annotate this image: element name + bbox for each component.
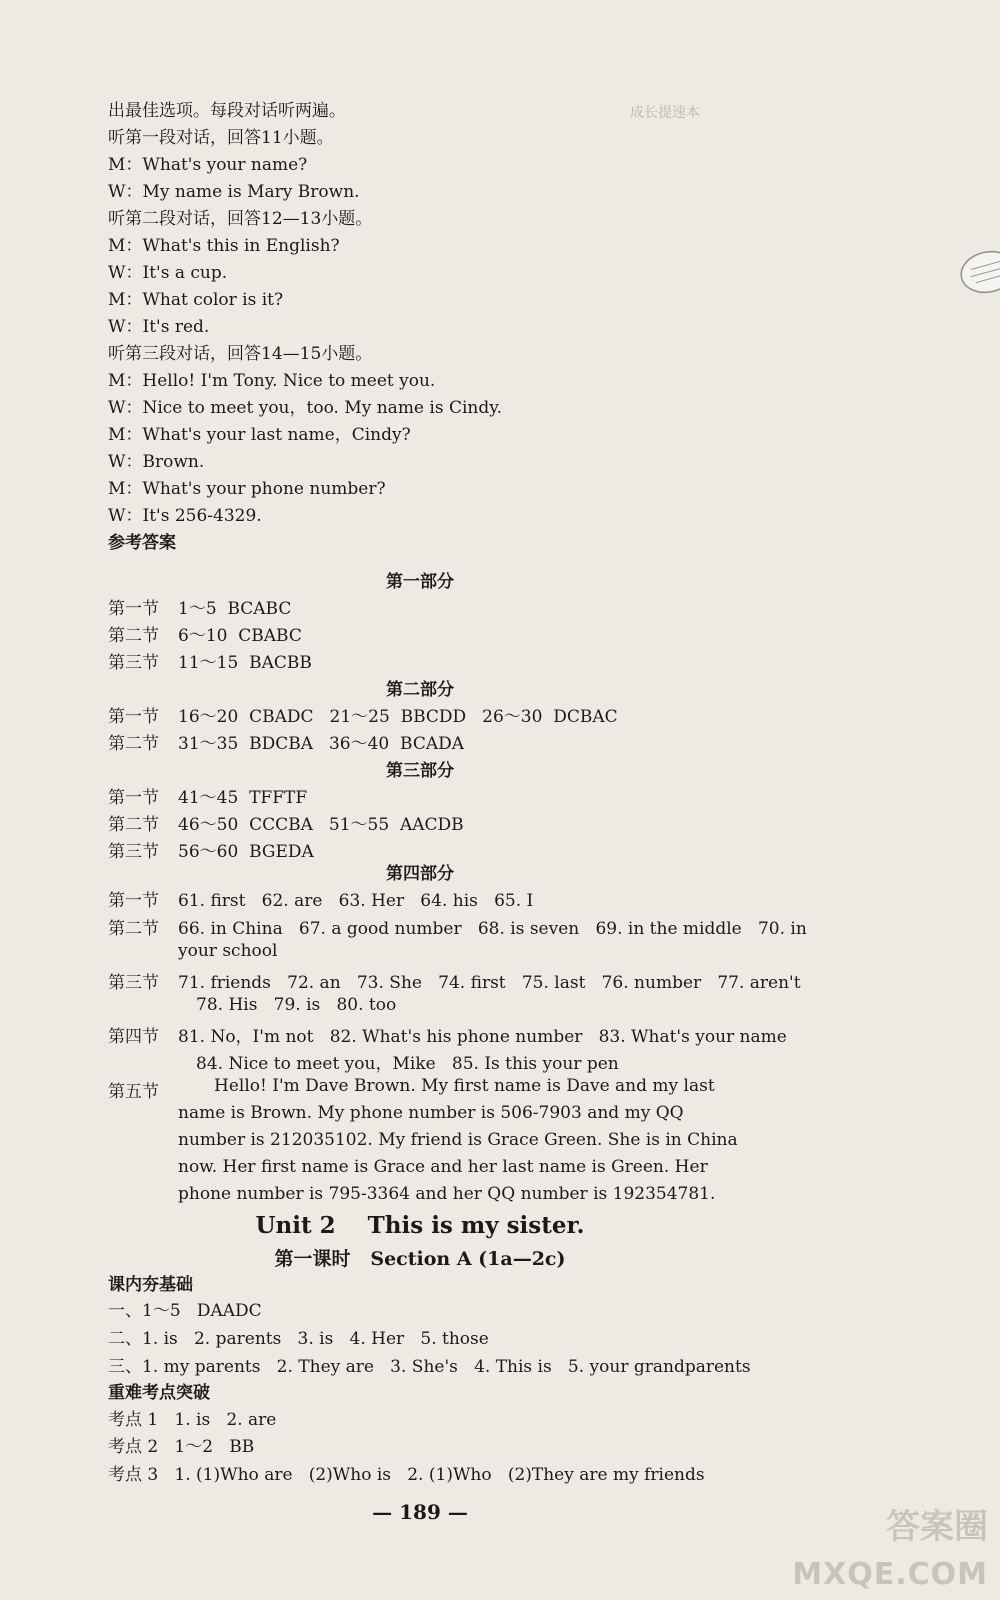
section-label: 第三节 (108, 973, 159, 993)
part4-s5-essay: Hello! I'm Dave Brown. My first name is Dave and my last name is Brown. My phone number is 506-7903 and my QQ number is 212035102. My friend is Grace Green. She is in China now. Her first name is Grace and her last name is Green. Her phone number is 795-3364 and her QQ number is 192354781. (178, 1076, 738, 1204)
part-title: 第二部分 (386, 680, 454, 700)
section-label: 第三节 (108, 653, 159, 673)
answer-group: 21～25 BBCDD (329, 707, 467, 727)
answer-row (108, 783, 323, 808)
part4-title: 第四部分 (386, 864, 454, 884)
dialogue-line: M：What's your name? (108, 155, 308, 175)
part-title: 第一部分 (386, 572, 454, 592)
answer-group: 41～45 TFFTF (178, 788, 308, 808)
dialogue-line: M：What color is it? (108, 290, 284, 310)
answer-row (108, 648, 328, 673)
page-number: — 189 — (372, 1500, 468, 1524)
answer-group: 26～30 DCBAC (482, 707, 618, 727)
part4-s3-row (108, 968, 801, 993)
section-answers: 81. No，I'm not 82. What's his phone number 83. What's your name (178, 1027, 787, 1047)
part4-s1-row (108, 886, 533, 911)
header-right-text: 成长提速本 (630, 105, 700, 121)
basics-line: 一、1～5 DAADC (108, 1301, 262, 1321)
part4-s4-row (108, 1022, 787, 1047)
answers-title: 参考答案 (108, 533, 176, 553)
dialogue-line: W：Brown. (108, 452, 205, 472)
answer-group: 36～40 BCADA (328, 734, 465, 754)
section-label: 第二节 (108, 815, 159, 835)
answer-group: 56～60 BGEDA (178, 842, 314, 862)
dialogue-line: W：It's red. (108, 317, 210, 337)
answer-row (108, 594, 307, 619)
answer-row (108, 729, 480, 754)
keypoint-line: 考点 1 1. is 2. are (108, 1410, 277, 1430)
part4-s4-cont: 84. Nice to meet you，Mike 85. Is this your pen (196, 1054, 619, 1074)
answer-row (108, 810, 480, 835)
answer-group: 16～20 CBADC (178, 707, 314, 727)
dialogue-line: W：It's 256-4329. (108, 506, 262, 526)
dialogue-line: 出最佳选项。每段对话听两遍。 (108, 101, 346, 121)
section-label: 第一节 (108, 599, 159, 619)
basics-line: 二、1. is 2. parents 3. is 4. Her 5. those (108, 1329, 489, 1349)
part-title: 第三部分 (386, 761, 454, 781)
section-title: 第一课时 Section A (1a—2c) (274, 1248, 566, 1270)
answer-group: 51～55 AACDB (328, 815, 464, 835)
part4-s5-label: 第五节 (108, 1082, 159, 1102)
answer-row (108, 702, 634, 727)
section-label: 第二节 (108, 919, 159, 939)
answer-row (108, 621, 318, 646)
part4-s2-cont: your school (178, 941, 278, 961)
dialogue-line: M：What's your last name，Cindy? (108, 425, 411, 445)
section-label: 第二节 (108, 734, 159, 754)
dialogue-line: 听第一段对话，回答11小题。 (108, 128, 334, 148)
unit-title: Unit 2 This is my sister. (255, 1212, 585, 1239)
section-label: 第三节 (108, 842, 159, 862)
dialogue-line: M：Hello! I'm Tony. Nice to meet you. (108, 371, 436, 391)
dialogue-line: 听第三段对话，回答14—15小题。 (108, 344, 373, 364)
answer-group: 6～10 CBABC (178, 626, 302, 646)
section-answers: 71. friends 72. an 73. She 74. first 75. last 76. number 77. aren't (178, 973, 801, 993)
section-label: 第一节 (108, 788, 159, 808)
part4-s2-row (108, 914, 807, 939)
dialogue-line: M：What's your phone number? (108, 479, 386, 499)
dialogue-line: 听第二段对话，回答12—13小题。 (108, 209, 373, 229)
basics-line: 三、1. my parents 2. They are 3. She's 4. This is 5. your grandparents (108, 1357, 751, 1377)
dialogue-line: W：My name is Mary Brown. (108, 182, 360, 202)
stamp-icon (954, 242, 1000, 301)
answer-group: 31～35 BDCBA (178, 734, 313, 754)
dialogue-line: W：Nice to meet you，too. My name is Cindy. (108, 398, 502, 418)
keypoint-line: 考点 3 1. (1)Who are (2)Who is 2. (1)Who (2)They are my friends (108, 1465, 705, 1485)
section-label: 第二节 (108, 626, 159, 646)
answer-group: 46～50 CCCBA (178, 815, 313, 835)
keypoints-title: 重难考点突破 (108, 1383, 210, 1403)
section-answers: 66. in China 67. a good number 68. is seven 69. in the middle 70. in (178, 919, 807, 939)
watermark-url: MXQE.COM (792, 1557, 988, 1592)
answer-group: 11～15 BACBB (178, 653, 312, 673)
keypoint-line: 考点 2 1～2 BB (108, 1437, 255, 1457)
basics-title: 课内夯基础 (108, 1275, 193, 1295)
section-label: 第四节 (108, 1027, 159, 1047)
dialogue-line: W：It's a cup. (108, 263, 228, 283)
section-label: 第一节 (108, 891, 159, 911)
part4-s3-cont: 78. His 79. is 80. too (196, 995, 397, 1015)
watermark-logo: 答案圈 (886, 1507, 988, 1547)
dialogue-line: M：What's this in English? (108, 236, 340, 256)
section-label: 第一节 (108, 707, 159, 727)
answer-group: 1～5 BCABC (178, 599, 292, 619)
section-answers: 61. first 62. are 63. Her 64. his 65. I (178, 891, 534, 911)
